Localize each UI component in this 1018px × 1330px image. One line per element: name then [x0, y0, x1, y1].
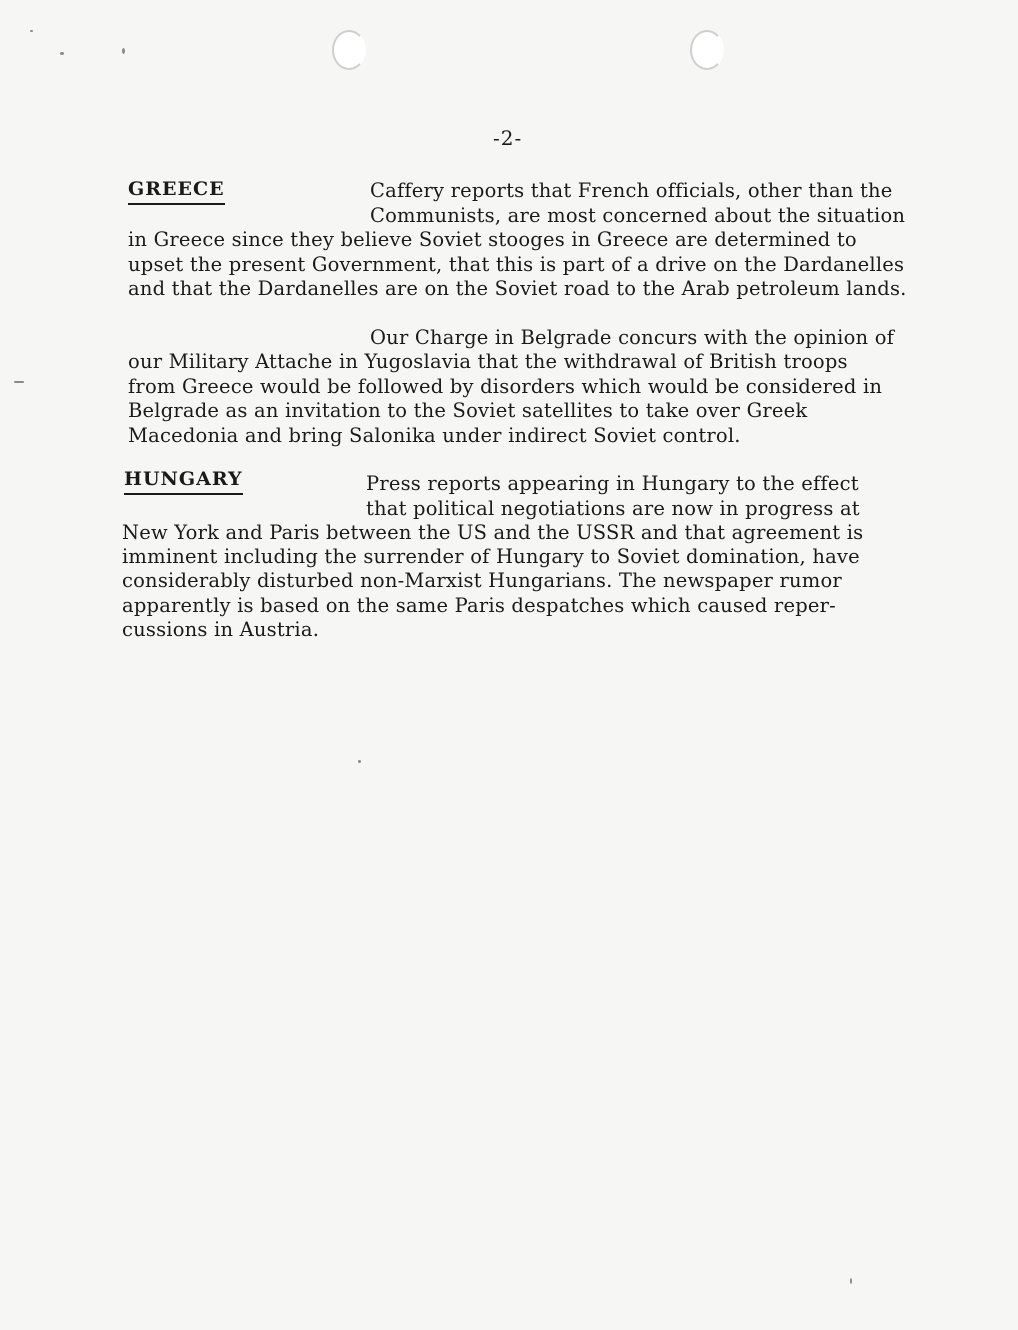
hungary-paragraph-1-line: New York and Paris between the US and the USSR and that agreement is	[122, 521, 864, 544]
page-number: -2-	[493, 126, 523, 150]
hungary-heading: HUNGARY	[124, 467, 243, 495]
paper-speck	[122, 48, 125, 54]
greece-paragraph-2-line: from Greece would be followed by disorders which would be considered in	[128, 375, 883, 398]
hungary-paragraph-1-line: cussions in Austria.	[122, 618, 320, 641]
greece-heading: GREECE	[128, 177, 225, 205]
paper-speck	[358, 760, 361, 763]
hungary-paragraph-1-line: considerably disturbed non-Marxist Hungarians. The newspaper rumor	[122, 569, 842, 592]
greece-paragraph-2-line: Our Charge in Belgrade concurs with the opinion of	[370, 326, 895, 349]
greece-paragraph-1-line: upset the present Government, that this is part of a drive on the Dardanelles	[128, 253, 905, 276]
punch-hole-right	[690, 30, 724, 70]
greece-paragraph-1-line: and that the Dardanelles are on the Soviet road to the Arab petroleum lands.	[128, 277, 907, 300]
hungary-paragraph-1-line: apparently is based on the same Paris despatches which caused reper-	[122, 594, 836, 617]
paper-speck	[60, 52, 64, 55]
hungary-paragraph-1-line: imminent including the surrender of Hungary to Soviet domination, have	[122, 545, 860, 568]
paper-speck	[850, 1278, 852, 1284]
greece-paragraph-2-line: our Military Attache in Yugoslavia that the withdrawal of British troops	[128, 350, 848, 373]
hungary-paragraph-1-line: that political negotiations are now in progress at	[366, 497, 860, 520]
paper-speck	[14, 381, 24, 383]
paper-speck	[30, 30, 33, 32]
greece-paragraph-2-line: Belgrade as an invitation to the Soviet satellites to take over Greek	[128, 399, 808, 422]
hungary-paragraph-1-line: Press reports appearing in Hungary to the effect	[366, 472, 859, 495]
greece-paragraph-1-line: in Greece since they believe Soviet stooges in Greece are determined to	[128, 228, 857, 251]
greece-paragraph-1-line: Communists, are most concerned about the situation	[370, 204, 906, 227]
greece-paragraph-1-line: Caffery reports that French officials, other than the	[370, 179, 893, 202]
punch-hole-left	[332, 30, 366, 70]
greece-paragraph-2-line: Macedonia and bring Salonika under indirect Soviet control.	[128, 424, 741, 447]
